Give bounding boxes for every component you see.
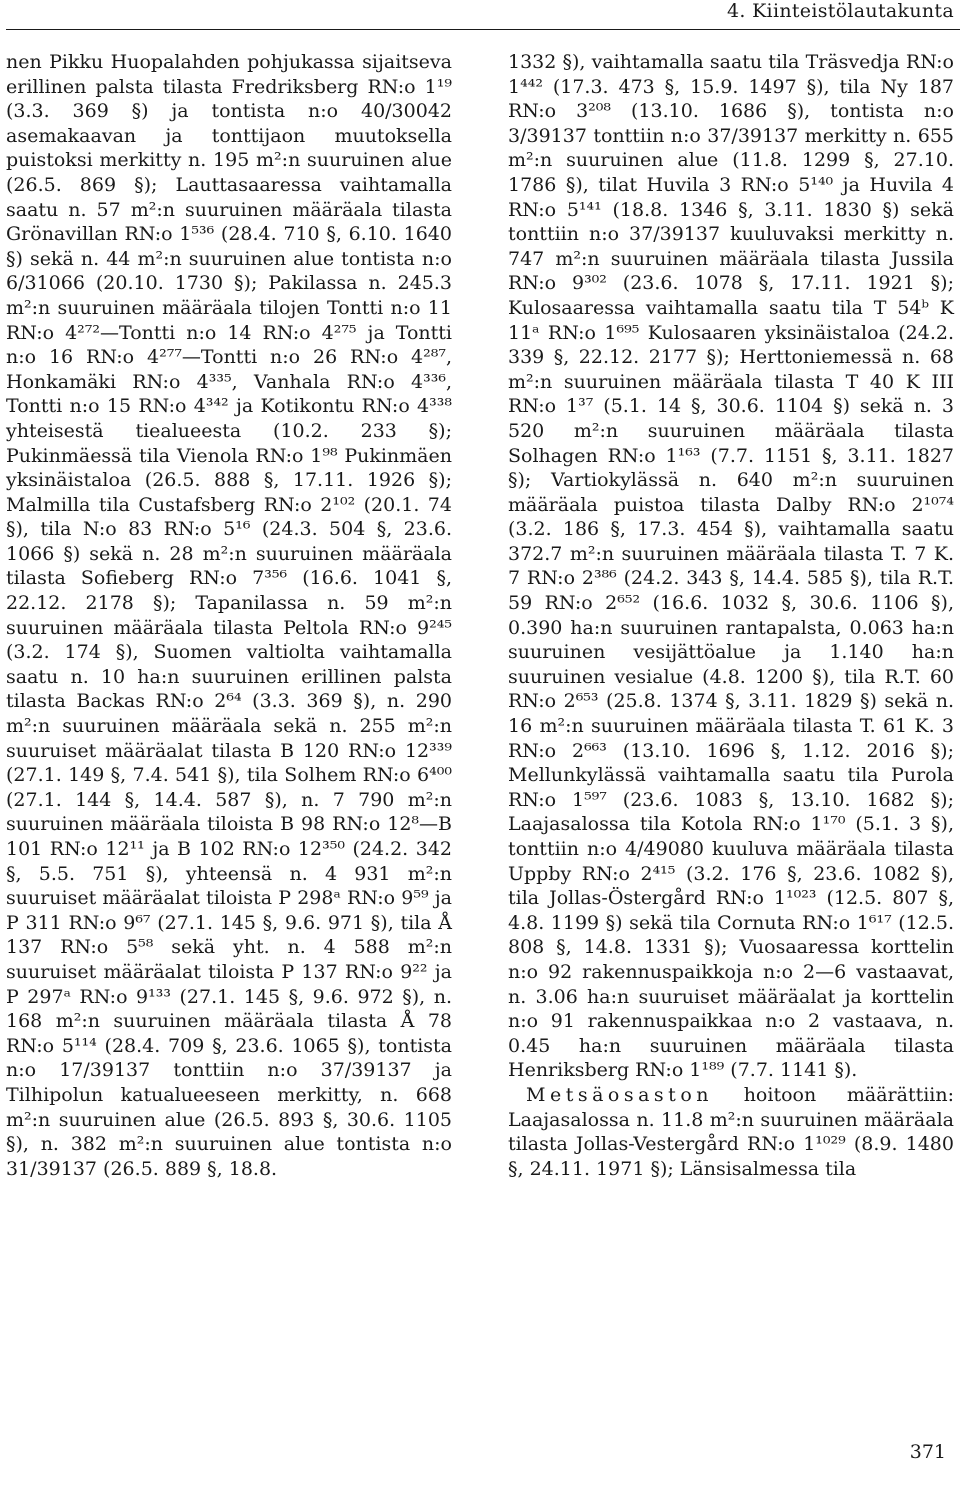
- page-number: 371: [909, 1441, 946, 1463]
- running-head: 4. Kiinteistölautakunta: [727, 0, 954, 22]
- left-column: [6, 50, 452, 1181]
- right-column-paragraph-2: [508, 1083, 954, 1181]
- left-column-text: nen Pikku Huopalahden pohjukassa sijaitseva erillinen palsta tilasta Fredriksberg RN:o 1¹⁹ (3.3. 369 §) ja tontista n:o 40/30042 asemakaavan ja tonttijaon muutoksella puistoksi merkitty n. 195 m²:n suuruinen alue (26.5. 869 §); Lauttasaaressa vaihtamalla saatu n. 57 m²:n suuruinen määräala tilasta Grönavillan RN:o 1⁵³⁶ (28.4. 710 §, 6.10. 1640 §) sekä n. 44 m²:n suuruinen alue tontista n:o 6/31066 (20.10. 1730 §); Pakilassa n. 245.3 m²:n suuruinen määräala tilojen Tontti n:o 11 RN:o 4²⁷²—Tontti n:o 14 RN:o 4²⁷⁵ ja Tontti n:o 16 RN:o 4²⁷⁷—Tontti n:o 26 RN:o 4²⁸⁷, Honkamäki RN:o 4³³⁵, Vanhala RN:o 4³³⁶, Tontti n:o 15 RN:o 4³⁴² ja Kotikontu RN:o 4³³⁸ yhteisestä tiealueesta (10.2. 233 §); Pukinmäessä tila Vienola RN:o 1⁹⁸ Pukinmäen yksinäistaloa (26.5. 888 §, 17.11. 1926 §); Malmilla tila Custafsberg RN:o 2¹⁰² (20.1. 74 §), tila N:o 83 RN:o 5¹⁶ (24.3. 504 §, 23.6. 1066 §) sekä n. 28 m²:n suuruinen määräala tilasta Sofieberg RN:o 7³⁵⁶ (16.6. 1041 §, 22.12. 2178 §); Tapanilassa n. 59 m²:n suuruinen määräala tilasta Peltola RN:o 9²⁴⁵ (3.2. 174 §), Suomen valtiolta vaihtamalla saatu n. 10 ha:n suuruinen erillinen palsta tilasta Backas RN:o 2⁶⁴ (3.3. 369 §), n. 290 m²:n suuruinen määräala sekä n. 255 m²:n suuruiset määräalat tilasta B 120 RN:o 12³³⁹ (27.1. 149 §, 7.4. 541 §), tila Solhem RN:o 6⁴⁰⁰ (27.1. 144 §, 14.4. 587 §), n. 7 790 m²:n suuruinen määräala tiloista B 98 RN:o 12⁸—B 101 RN:o 12¹¹ ja B 102 RN:o 12³⁵⁰ (24.2. 342 §, 5.5. 751 §), yhteensä n. 4 931 m²:n suuruiset määräalat tiloista P 298ᵃ RN:o 9⁵⁹ ja P 311 RN:o 9⁶⁷ (27.1. 145 §, 9.6. 971 §), tila Å 137 RN:o 5⁵⁸ sekä yht. n. 4 588 m²:n suuruiset määräalat tiloista P 137 RN:o 9²² ja P 297ᵃ RN:o 9¹³³ (27.1. 145 §, 9.6. 972 §), n. 168 m²:n suuruinen määräala tilasta Å 78 RN:o 5¹¹⁴ (28.4. 709 §, 23.6. 1065 §), tontista n:o 17/39137 tonttiin n:o 37/39137 ja Tilhipolun katualueeseen merkitty, n. 668 m²:n suuruinen alue (26.5. 893 §, 30.6. 1105 §), n. 382 m²:n suuruinen alue tontista n:o 31/39137 (26.5. 889 §, 18.8.: [6, 51, 452, 1180]
- header-rule: [6, 29, 960, 30]
- section-heading: Metsäosaston: [526, 1083, 713, 1106]
- right-column-paragraph-1: 1332 §), vaihtamalla saatu tila Träsvedja RN:o 1⁴⁴² (17.3. 473 §, 15.9. 1497 §), tila Ny 187 RN:o 3²⁰⁸ (13.10. 1686 §), tontista n:o 3/39137 tonttiin n:o 37/39137 merkitty n. 655 m²:n suuruinen alue (11.8. 1299 §, 27.10. 1786 §), tilat Huvila 3 RN:o 5¹⁴⁰ ja Huvila 4 RN:o 5¹⁴¹ (18.8. 1346 §, 3.11. 1830 §) sekä tonttiin n:o 37/39137 kuuluvaksi merkitty n. 747 m²:n suuruinen määräala tilasta Jussila RN:o 9³⁰² (23.6. 1078 §, 17.11. 1921 §); Kulosaaressa vaihtamalla saatu tila T 54ᵇ K 11ᵃ RN:o 1⁶⁹⁵ Kulosaaren yksinäistaloa (24.2. 339 §, 22.12. 2177 §); Herttoniemessä n. 68 m²:n suuruinen määräala tilasta T 40 K III RN:o 1³⁷ (5.1. 14 §, 30.6. 1104 §) sekä n. 3 520 m²:n suuruinen määräala tilasta Solhagen RN:o 1¹⁶³ (7.7. 1151 §, 3.11. 1827 §); Vartiokylässä n. 640 m²:n suuruinen määräala puistoa tilasta Dalby RN:o 2¹⁰⁷⁴ (3.2. 186 §, 17.3. 454 §), vaihtamalla saatu 372.7 m²:n suuruinen määräala tilasta T. 7 K. 7 RN:o 2³⁸⁶ (24.2. 343 §, 14.4. 585 §), tila R.T. 59 RN:o 2⁶⁵² (16.6. 1032 §, 30.6. 1106 §), 0.390 ha:n suuruinen rantapalsta, 0.063 ha:n suuruinen vesijättöalue ja 1.140 ha:n suuruinen vesialue (4.8. 1200 §), tila R.T. 60 RN:o 2⁶⁵³ (25.8. 1374 §, 3.11. 1829 §) sekä n. 16 m²:n suuruinen määräala tilasta T. 61 K. 3 RN:o 2⁶⁶³ (13.10. 1696 §, 1.12. 2016 §); Mellunkylässä vaihtamalla saatu tila Purola RN:o 1⁵⁹⁷ (23.6. 1083 §, 13.10. 1682 §); Laajasalossa tila Kotola RN:o 1¹⁷⁰ (5.1. 3 §), tonttiin n:o 4/49080 kuuluva määräala tilasta Uppby RN:o 2⁴¹⁵ (3.2. 176 §, 23.6. 1082 §), tila Jollas-Östergård RN:o 1¹⁰²³ (12.5. 807 §, 4.8. 1199 §) sekä tila Cornuta RN:o 1⁶¹⁷ (12.5. 808 §, 14.8. 1331 §); Vuosaaressa korttelin n:o 92 rakennuspaikkoja n:o 2—6 vastaavat, n. 3.06 ha:n suuruiset määräalat ja korttelin n:o 91 rakennuspaikkaa n:o 2 vastaava, n. 0.45 ha:n suuruinen määräala tilasta Henriksberg RN:o 1¹⁸⁹ (7.7. 1141 §).: [508, 51, 954, 1082]
- right-column-paragraph-2-text: hoitoon määrättiin: Laajasalossa n. 11.8 m²:n suuruinen määräala tilasta Jollas-Vestergård RN:o 1¹⁰²⁹ (8.9. 1480 §, 24.11. 1971 §); Länsisalmessa tila: [508, 1083, 955, 1180]
- right-column: [508, 50, 954, 1181]
